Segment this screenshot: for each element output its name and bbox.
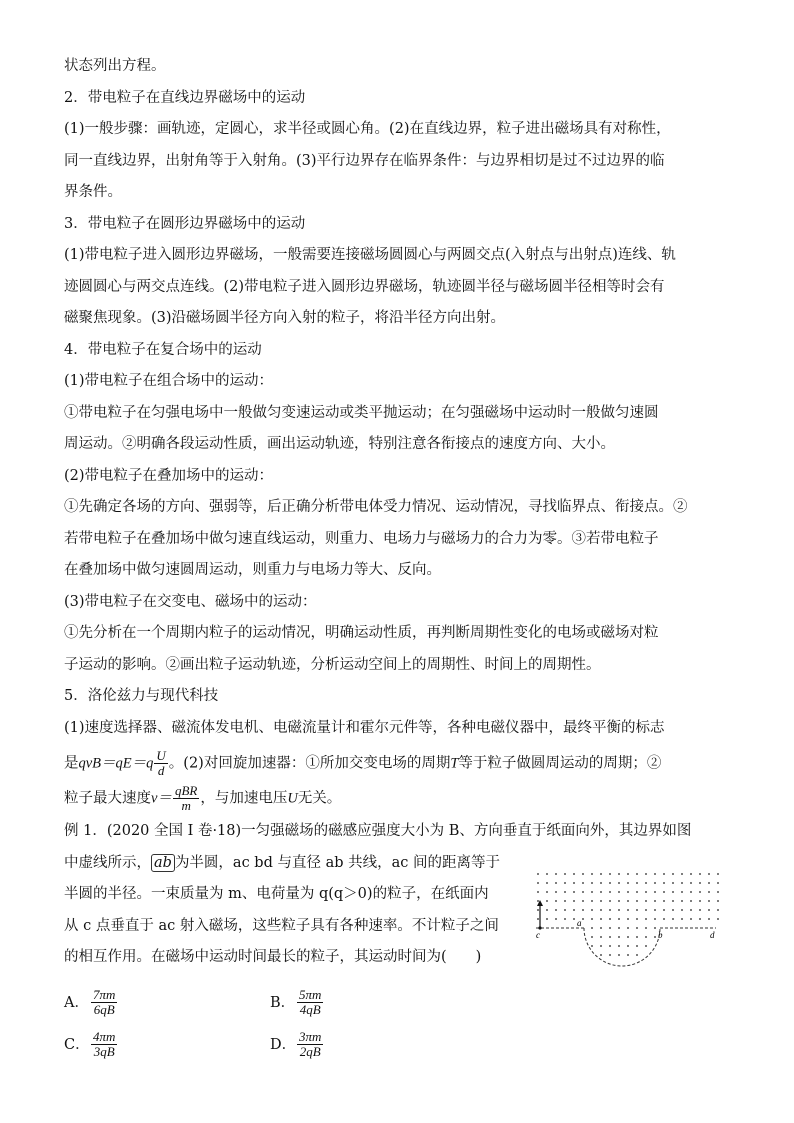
field-dot [555, 882, 557, 884]
field-dot [708, 882, 710, 884]
field-dot [681, 873, 683, 875]
field-dot [627, 891, 629, 893]
field-dot [645, 945, 647, 947]
variable: U [287, 790, 298, 807]
text-line: (1)带电粒子进入圆形边界磁场，一般需要连接磁场圆圆心与两圆交点(入射点与出射点)连线、轨 [64, 247, 676, 263]
field-dot [645, 936, 647, 938]
field-dot [618, 954, 620, 956]
field-dot [555, 900, 557, 902]
field-dot [573, 873, 575, 875]
field-dot [663, 882, 665, 884]
field-dot [690, 873, 692, 875]
field-dot [654, 927, 656, 929]
field-dot [636, 927, 638, 929]
field-dot [546, 873, 548, 875]
field-dot [636, 882, 638, 884]
document-body [64, 56, 764, 979]
field-dot [600, 954, 602, 956]
fraction [173, 784, 199, 813]
field-dot [681, 882, 683, 884]
label-d: d [710, 930, 715, 940]
field-dot [573, 882, 575, 884]
field-dot [627, 927, 629, 929]
fraction-numerator: 5πm [299, 987, 322, 1002]
field-dot [654, 891, 656, 893]
field-dot [717, 891, 719, 893]
option-label: C． [64, 1036, 90, 1053]
text-span: 粒子最大速度 [64, 790, 151, 807]
field-dot [645, 909, 647, 911]
field-dot [564, 909, 566, 911]
field-dot [609, 936, 611, 938]
formula: v＝ [151, 790, 172, 807]
option-fraction [91, 988, 117, 1017]
section-heading: 4．带电粒子在复合场中的运动 [64, 341, 262, 358]
text-line: ①先分析在一个周期内粒子的运动情况，明确运动性质，再判断周期性变化的电场或磁场对粒 [64, 625, 659, 641]
text-span: ，与加速电压 [200, 790, 288, 807]
field-dot [699, 909, 701, 911]
field-dot [555, 873, 557, 875]
field-dot [537, 900, 539, 902]
field-dot [591, 891, 593, 893]
field-dot [573, 900, 575, 902]
field-dot [708, 900, 710, 902]
field-dot [618, 882, 620, 884]
field-dots [537, 873, 719, 956]
field-dot [582, 873, 584, 875]
field-dot [618, 909, 620, 911]
field-dot [645, 927, 647, 929]
field-dot [564, 891, 566, 893]
field-dot [690, 882, 692, 884]
field-dot [600, 918, 602, 920]
field-dot [600, 945, 602, 947]
field-dot [717, 918, 719, 920]
field-dot [564, 882, 566, 884]
section-heading: 3．带电粒子在圆形边界磁场中的运动 [64, 215, 306, 232]
section-heading: 2．带电粒子在直线边界磁场中的运动 [64, 89, 306, 106]
text-line: (1)一般步骤：画轨迹，定圆心，求半径或圆心角。(2)在直线边界，粒子进出磁场具有对称性， [64, 121, 671, 137]
section-heading: 5．洛伦兹力与现代科技 [64, 688, 219, 704]
option-b[interactable] [270, 988, 324, 1017]
field-dot [537, 918, 539, 920]
field-dot [672, 873, 674, 875]
field-dot [663, 918, 665, 920]
field-dot [618, 936, 620, 938]
field-dot [690, 909, 692, 911]
field-dot [717, 909, 719, 911]
field-dot [591, 900, 593, 902]
option-fraction [297, 1030, 323, 1059]
arc-symbol: ab [151, 854, 175, 872]
option-fraction [297, 988, 323, 1017]
field-dot [717, 873, 719, 875]
field-dot [555, 918, 557, 920]
field-dot [627, 873, 629, 875]
text-span: 无关。 [297, 790, 342, 807]
field-dot [591, 882, 593, 884]
text-line: 若带电粒子在叠加场中做匀速直线运动，则重力、电场力与磁场力的合力为零。③若带电粒子 [64, 530, 659, 547]
field-dot [645, 882, 647, 884]
text-line: 迹圆圆心与两交点连线。(2)带电粒子进入圆形边界磁场，轨迹圆半径与磁场圆半径相等时会有 [64, 278, 665, 295]
field-dot [636, 918, 638, 920]
semicircle-boundary [584, 928, 660, 966]
field-dot [708, 891, 710, 893]
field-dot [582, 882, 584, 884]
field-dot [672, 918, 674, 920]
field-dot [564, 918, 566, 920]
field-dot [591, 918, 593, 920]
text-line: ①带电粒子在匀强电场中一般做匀变速运动或类平抛运动；在匀强磁场中运动时一般做匀速圆 [64, 404, 659, 421]
field-dot [582, 900, 584, 902]
fraction-numerator: 3πm [299, 1029, 322, 1044]
field-dot [636, 945, 638, 947]
field-dot [618, 927, 620, 929]
field-dot [654, 936, 656, 938]
field-dot [546, 909, 548, 911]
fraction-denominator: 2qB [299, 1044, 321, 1059]
field-dot [591, 873, 593, 875]
field-dot [555, 909, 557, 911]
field-dot [717, 882, 719, 884]
field-dot [609, 882, 611, 884]
option-a[interactable] [64, 988, 118, 1017]
field-dot [663, 873, 665, 875]
field-dot [681, 900, 683, 902]
field-dot [672, 909, 674, 911]
field-dot [600, 936, 602, 938]
field-dot [600, 927, 602, 929]
field-dot [600, 882, 602, 884]
field-dot [717, 900, 719, 902]
variable: T [450, 755, 459, 772]
option-label: B． [270, 994, 296, 1011]
field-dot [627, 918, 629, 920]
text-span: 是 [64, 755, 79, 772]
fraction-denominator: m [181, 798, 191, 813]
example-line: 从 c 点垂直于 ac 射入磁场，这些粒子具有各种速率。不计粒子之间 [64, 917, 499, 934]
field-dot [636, 909, 638, 911]
field-dot [555, 891, 557, 893]
field-dot [681, 891, 683, 893]
fraction-denominator: d [157, 763, 165, 778]
text-line: 状态列出方程。 [64, 58, 166, 74]
field-dot [708, 873, 710, 875]
field-dot [681, 909, 683, 911]
field-dot [609, 927, 611, 929]
field-dot [609, 873, 611, 875]
fraction [154, 749, 167, 778]
field-dot [618, 945, 620, 947]
label-a: a [577, 918, 582, 928]
field-dot [645, 873, 647, 875]
field-dot [699, 900, 701, 902]
field-dot [546, 891, 548, 893]
equation-line [64, 749, 764, 778]
text-span: 。(2)对回旋加速器：①所加交变电场的周期 [168, 755, 451, 772]
field-dot [573, 909, 575, 911]
option-label: A． [64, 994, 89, 1011]
field-dot [609, 909, 611, 911]
label-b: b [658, 930, 663, 940]
text-line: (1)速度选择器、磁流体发电机、电磁流量计和霍尔元件等，各种电磁仪器中，最终平衡的标志 [64, 719, 665, 736]
field-dot [708, 918, 710, 920]
field-dot [537, 909, 539, 911]
field-dot [627, 882, 629, 884]
field-dot [654, 873, 656, 875]
text-line: (1)带电粒子在组合场中的运动： [64, 373, 274, 389]
field-dot [600, 891, 602, 893]
field-dot [663, 900, 665, 902]
field-dot [672, 882, 674, 884]
fraction-numerator: qBR [174, 783, 198, 798]
fraction-numerator: U [156, 748, 166, 763]
field-dot [636, 891, 638, 893]
field-dot [636, 873, 638, 875]
field-dot [654, 909, 656, 911]
fraction-denominator: 4qB [299, 1002, 321, 1017]
field-dot [699, 891, 701, 893]
option-d[interactable] [270, 1030, 324, 1059]
example-line: 半圆的半径。一束质量为 m、电荷量为 q(q＞0)的粒子，在纸面内 [64, 886, 489, 902]
field-dot [537, 882, 539, 884]
field-dot [618, 900, 620, 902]
field-dot [609, 900, 611, 902]
text-line: (2)带电粒子在叠加场中的运动： [64, 467, 274, 484]
fraction-numerator: 4πm [93, 1029, 116, 1044]
field-dot [564, 900, 566, 902]
field-dot [645, 891, 647, 893]
field-dot [690, 900, 692, 902]
magnetic-field-figure [532, 868, 732, 978]
text-span: 等于粒子做圆周运动的周期；② [458, 755, 662, 772]
example-title: 例 1．(2020 全国 I 卷·18)一匀强磁场的磁感应强度大小为 B、方向垂直于纸面向外，其边界如图 [64, 823, 692, 839]
field-dot [537, 891, 539, 893]
text-line: 在叠加场中做匀速圆周运动，则重力与电场力等大、反向。 [64, 562, 441, 578]
field-dot [582, 918, 584, 920]
text-span: 中虚线所示， [64, 854, 151, 871]
fraction-numerator: 7πm [93, 987, 116, 1002]
field-dot [699, 918, 701, 920]
field-dot [672, 900, 674, 902]
text-line: 子运动的影响。②画出粒子运动轨迹，分析运动空间上的周期性、时间上的周期性。 [64, 656, 601, 673]
field-dot [564, 873, 566, 875]
text-line: 磁聚焦现象。(3)沿磁场圆半径方向入射的粒子，将沿半径方向出射。 [64, 310, 506, 326]
label-c: c [536, 930, 540, 940]
field-dot [636, 936, 638, 938]
field-dot [654, 900, 656, 902]
field-dot [708, 909, 710, 911]
field-dot [618, 891, 620, 893]
field-dot [546, 900, 548, 902]
field-dot [591, 945, 593, 947]
field-dot [654, 918, 656, 920]
field-dot [546, 882, 548, 884]
field-dot [618, 873, 620, 875]
field-dot [699, 882, 701, 884]
field-dot [636, 954, 638, 956]
field-dot [609, 954, 611, 956]
field-dot [636, 900, 638, 902]
field-dot [582, 891, 584, 893]
field-dot [627, 909, 629, 911]
field-dot [627, 900, 629, 902]
field-dot [591, 909, 593, 911]
field-dot [609, 918, 611, 920]
text-line: (3)带电粒子在交变电、磁场中的运动： [64, 593, 317, 610]
field-dot [591, 927, 593, 929]
field-dot [600, 873, 602, 875]
field-dot [573, 918, 575, 920]
example-line: 的相互作用。在磁场中运动时间最长的粒子，其运动时间为( ) [64, 949, 482, 965]
field-dot [672, 891, 674, 893]
text-line: 同一直线边界，出射角等于入射角。(3)平行边界存在临界条件：与边界相切是过不过边界的临 [64, 152, 665, 169]
field-dot [681, 918, 683, 920]
field-dot [618, 918, 620, 920]
text-span: 为半圆，ac bd 与直径 ab 共线，ac 间的距离等于 [174, 854, 501, 871]
text-line: 界条件。 [64, 184, 122, 200]
option-fraction [91, 1030, 117, 1059]
equation-line [64, 784, 764, 813]
field-dot [663, 909, 665, 911]
fraction-denominator: 6qB [93, 1002, 115, 1017]
field-dot [627, 936, 629, 938]
field-dot [546, 918, 548, 920]
field-dot [645, 900, 647, 902]
option-label: D． [270, 1036, 297, 1053]
field-dot [582, 909, 584, 911]
field-dot [690, 891, 692, 893]
text-line: 周运动。②明确各段运动性质，画出运动轨迹，特别注意各衔接点的速度方向、大小。 [64, 436, 615, 452]
option-c[interactable] [64, 1030, 118, 1059]
text-line: ①先确定各场的方向、强弱等，后正确分析带电体受力情况、运动情况，寻找临界点、衔接点。② [64, 499, 688, 515]
field-dot [609, 891, 611, 893]
field-dot [690, 918, 692, 920]
field-dot [627, 945, 629, 947]
field-dot [645, 918, 647, 920]
field-dot [699, 873, 701, 875]
fraction-denominator: 3qB [93, 1044, 115, 1059]
field-dot [591, 936, 593, 938]
field-dot [600, 909, 602, 911]
field-dot [573, 891, 575, 893]
field-dot [654, 882, 656, 884]
field-dot [627, 954, 629, 956]
field-dot [609, 945, 611, 947]
field-dot [600, 900, 602, 902]
formula: qvB＝qE＝q [78, 755, 154, 772]
field-dot [537, 873, 539, 875]
field-dot [663, 891, 665, 893]
